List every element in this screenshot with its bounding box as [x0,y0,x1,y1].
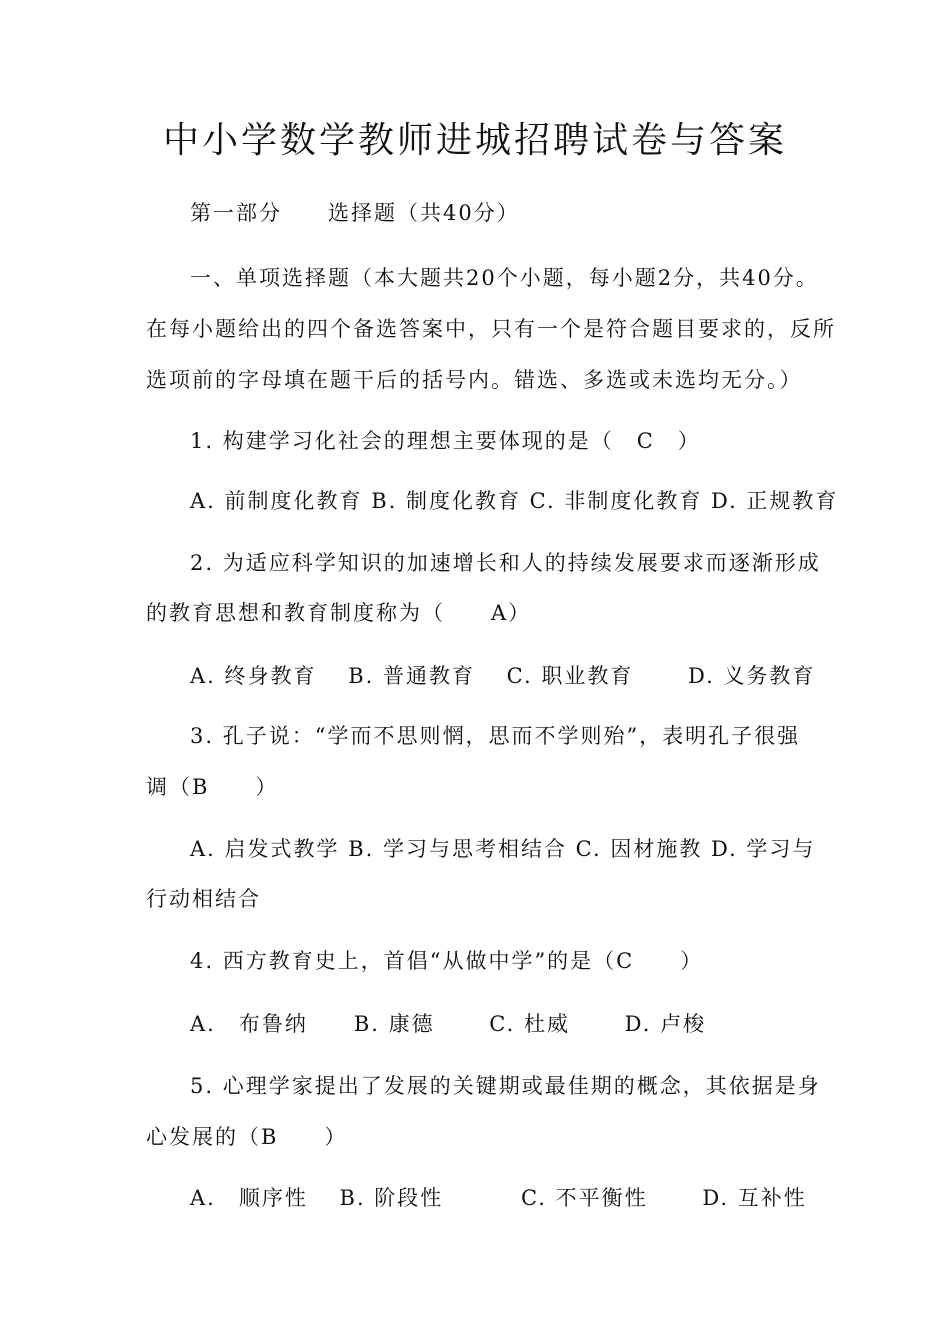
instructions-line: 一、单项选择题（本大题共20个小题，每小题2分，共40分。 [190,266,819,290]
question-4-options: A. 布鲁纳 B. 康德 C. 杜威 D. 卢梭 [190,1012,707,1036]
section-heading: 第一部分 选择题（共40分） [190,201,520,225]
question-1-stem: 1. 构建学习化社会的理想主要体现的是（ C ） [190,429,701,453]
question-5-stem-continued: 心发展的（B ） [146,1125,348,1149]
question-3-options: A. 启发式教学 B. 学习与思考相结合 C. 因材施教 D. 学习与 [190,837,816,861]
question-4-stem: 4. 西方教育史上，首倡“从做中学”的是（C ） [190,949,704,973]
question-2-options: A. 终身教育 B. 普通教育 C. 职业教育 D. 义务教育 [190,664,816,688]
question-5-stem: 5. 心理学家提出了发展的关键期或最佳期的概念，其依据是身 [190,1074,821,1098]
question-1-options: A. 前制度化教育 B. 制度化教育 C. 非制度化教育 D. 正规教育 [190,489,839,513]
instructions-line: 在每小题给出的四个备选答案中，只有一个是符合题目要求的，反所 [146,317,836,341]
question-2-stem: 2. 为适应科学知识的加速增长和人的持续发展要求而逐渐形成 [190,551,821,575]
document-title: 中小学数学教师进城招聘试卷与答案 [162,120,787,161]
question-3-stem: 3. 孔子说：“学而不思则惘，思而不学则殆”，表明孔子很强 [190,724,801,748]
question-5-options: A. 顺序性 B. 阶段性 C. 不平衡性 D. 互补性 [190,1186,807,1210]
question-3-options-continued: 行动相结合 [146,887,261,911]
question-3-stem-continued: 调（B ） [146,775,279,799]
instructions-line: 选项前的字母填在题干后的括号内。错选、多选或未选均无分。） [146,368,803,392]
question-2-stem-continued: 的教育思想和教育制度称为（ A） [146,601,532,625]
